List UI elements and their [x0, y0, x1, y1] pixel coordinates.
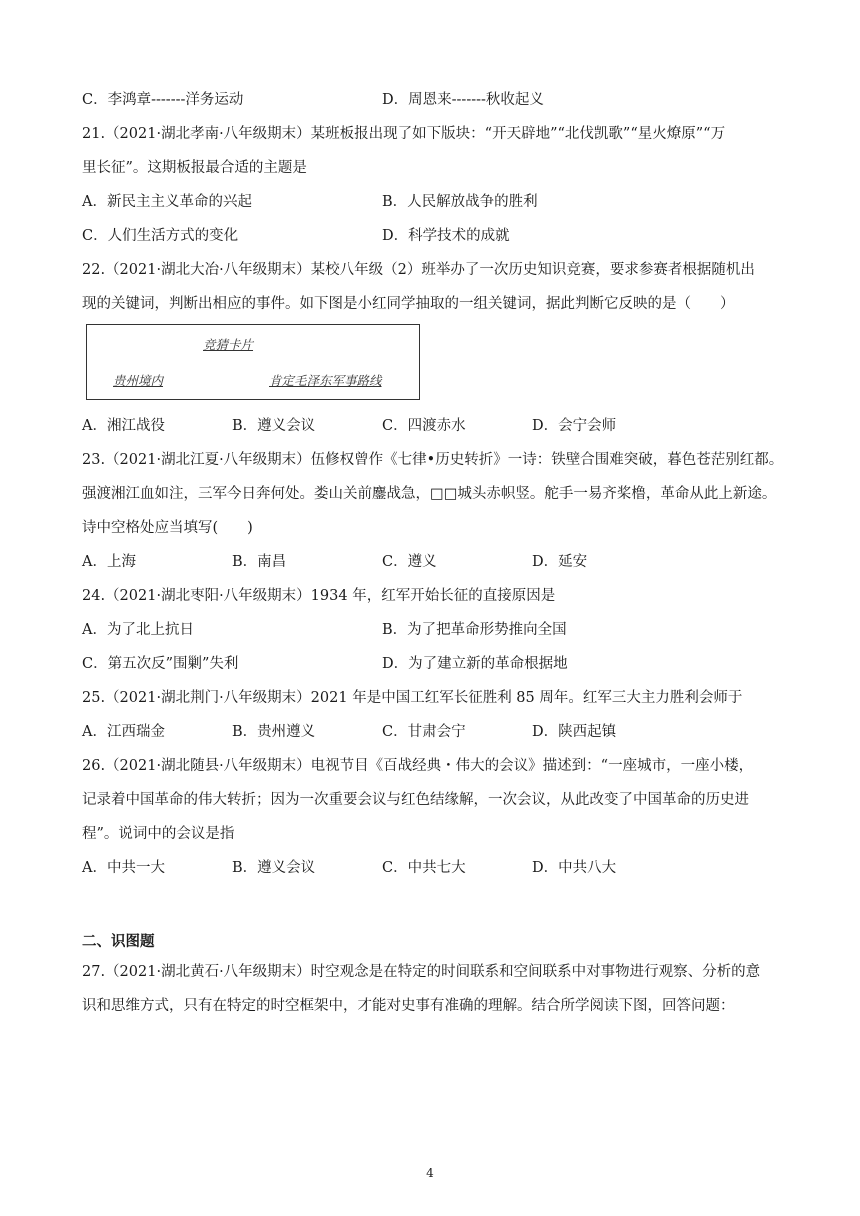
guess-card-keyword-right: 肯定毛泽东军事路线 [269, 373, 382, 388]
q23-option-d: D．延安 [532, 554, 588, 570]
q21-option-d: D．科学技术的成就 [382, 228, 510, 244]
q25-option-c: C．甘肃会宁 [382, 724, 466, 740]
q22-stem-line1: 22.（2021·湖北大冶·八年级期末）某校八年级（2）班举办了一次历史知识竞赛，要求参赛者根据随机出 [82, 262, 755, 278]
q22-option-d: D．会宁会师 [532, 418, 617, 434]
q26-option-d: D．中共八大 [532, 860, 617, 876]
q26-stem-line2: 记录着中国革命的伟大转折；因为一次重要会议与红色结缘解，一次会议，从此改变了中国革命的历史进 [82, 792, 749, 808]
q24-option-a: A．为了北上抗日 [82, 622, 194, 638]
q21-option-a: A．新民主主义革命的兴起 [82, 194, 252, 210]
q25-option-b: B．贵州遵义 [232, 724, 316, 740]
q21-stem-line1: 21.（2021·湖北孝南·八年级期末）某班板报出现了如下版块：“开天辟地”“北伐凯歌”“星火燎原”“万 [82, 126, 726, 142]
q26-stem-line3: 程”。说词中的会议是指 [82, 826, 235, 842]
q21-option-c: C．人们生活方式的变化 [82, 228, 239, 244]
q21-option-b: B．人民解放战争的胜利 [382, 194, 538, 210]
q25-stem-line1: 25.（2021·湖北荆门·八年级期末）2021 年是中国工红军长征胜利 85 周年。红军三大主力胜利会师于 [82, 690, 743, 706]
q26-stem-line1: 26.（2021·湖北随县·八年级期末）电视节目《百战经典・伟大的会议》描述到：“一座城市，一座小楼， [82, 758, 754, 774]
q24-option-b: B．为了把革命形势推向全国 [382, 622, 567, 638]
q23-option-a: A．上海 [82, 554, 136, 570]
q23-option-c: C．遵义 [382, 554, 437, 570]
q22-option-b: B．遵义会议 [232, 418, 316, 434]
q22-stem-line2: 现的关键词，判断出相应的事件。如下图是小红同学抽取的一组关键词，据此判断它反映的是（ ） [82, 296, 735, 312]
q25-option-a: A．江西瑞金 [82, 724, 165, 740]
guess-card [86, 324, 420, 400]
q27-stem-line2: 识和思维方式，只有在特定的时空框架中，才能对史事有准确的理解。结合所学阅读下图，回答问题： [82, 998, 735, 1014]
q23-stem-line3: 诗中空格处应当填写( ) [82, 520, 253, 536]
guess-card-title: 竞猜卡片 [203, 337, 254, 352]
q24-option-c: C．第五次反”围剿”失利 [82, 656, 239, 672]
q22-option-c: C．四渡赤水 [382, 418, 466, 434]
q26-option-a: A．中共一大 [82, 860, 165, 876]
q23-option-b: B．南昌 [232, 554, 287, 570]
q21-stem-line2: 里长征”。这期板报最合适的主题是 [82, 160, 307, 176]
q22-option-a: A．湘江战役 [82, 418, 165, 434]
guess-card-keyword-left: 贵州境内 [113, 373, 164, 388]
q23-stem-line2: 强渡湘江血如注，三军今日奔何处。娄山关前鏖战急，□□城头赤帜竖。舵手一易齐桨橹，革命从此上新途。 [82, 486, 777, 502]
q26-option-c: C．中共七大 [382, 860, 466, 876]
q26-option-b: B．遵义会议 [232, 860, 316, 876]
q20-option-d: D．周恩来-------秋收起义 [382, 92, 544, 108]
q24-stem-line1: 24.（2021·湖北枣阳·八年级期末）1934 年，红军开始长征的直接原因是 [82, 588, 556, 604]
page-number: 4 [426, 1166, 434, 1180]
q27-stem-line1: 27.（2021·湖北黄石·八年级期末）时空观念是在特定的时间联系和空间联系中对事物进行观察、分析的意 [82, 964, 761, 980]
q23-stem-line1: 23.（2021·湖北江夏·八年级期末）伍修权曾作《七律•历史转折》一诗：铁壁合围难突破，暮色苍茫别红都。 [82, 452, 784, 468]
q25-option-d: D．陕西起镇 [532, 724, 617, 740]
q20-option-c: C．李鸿章-------洋务运动 [82, 92, 244, 108]
q24-option-d: D．为了建立新的革命根据地 [382, 656, 568, 672]
section-heading: 二、识图题 [82, 933, 155, 950]
